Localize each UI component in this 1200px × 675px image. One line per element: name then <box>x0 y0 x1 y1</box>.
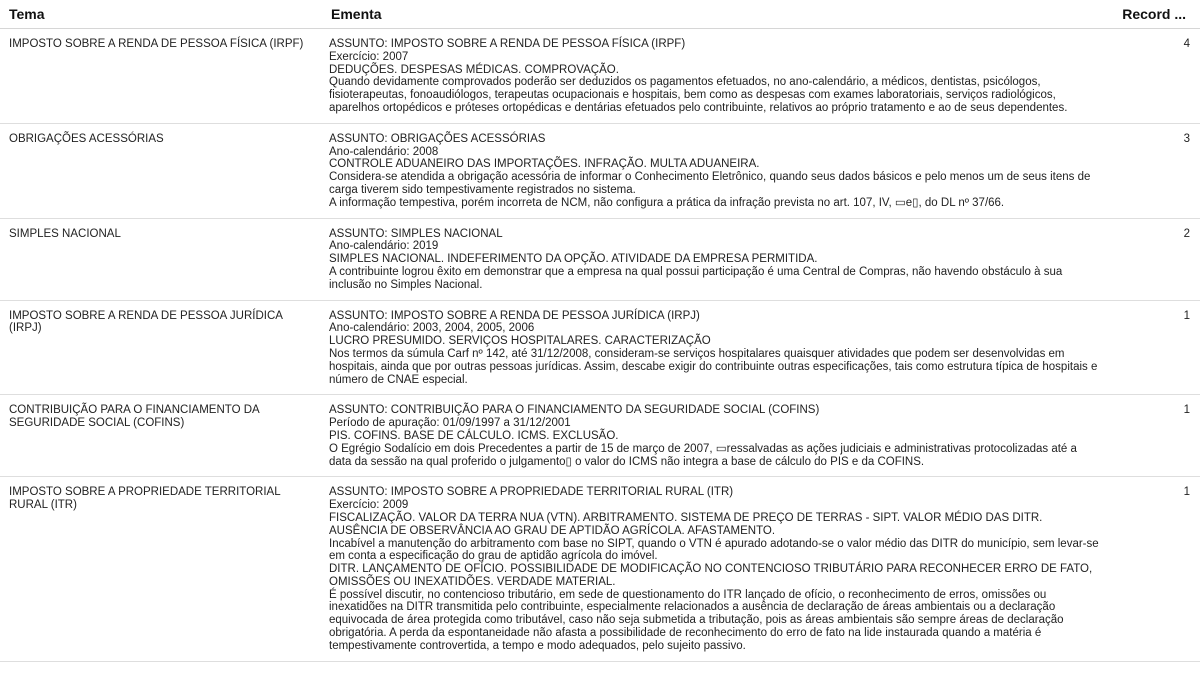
ementa-line: FISCALIZAÇÃO. VALOR DA TERRA NUA (VTN). ARBITRAMENTO. SISTEMA DE PREÇO DE TERRAS - SIPT. VALOR MÉDIO DAS DITR. AUSÊNCIA DE OBSERVÂNCIA AO GRAU DE APTIDÃO AGRÍCOLA. AFASTAMENTO. <box>329 511 1043 537</box>
ementa-cell <box>322 218 1108 300</box>
table-row[interactable] <box>0 300 1200 395</box>
ementa-line: SIMPLES NACIONAL. INDEFERIMENTO DA OPÇÃO. ATIVIDADE DA EMPRESA PERMITIDA. <box>329 253 818 266</box>
table-row[interactable] <box>0 123 1200 218</box>
ementa-line: Nos termos da súmula Carf nº 142, até 31/12/2008, consideram-se serviços hospitalares quaisquer atividades que podem ser desenvolvidas em hospitais, ainda que por outras pessoas jurídicas. Assim, descabe exigir do contribuinte outras especificações, tais como estrutura típica de hospitais e número de CNAE especial. <box>329 347 1098 386</box>
ementa-line: DITR. LANÇAMENTO DE OFÍCIO. POSSIBILIDADE DE MODIFICAÇÃO NO CONTENCIOSO TRIBUTÁRIO PARA RECONHECER ERRO DE FATO, OMISSÕES OU INEXATIDÕES. VERDADE MATERIAL. <box>329 563 1093 588</box>
ementa-line: ASSUNTO: IMPOSTO SOBRE A PROPRIEDADE TERRITORIAL RURAL (ITR) <box>329 486 734 499</box>
table-row[interactable] <box>0 395 1200 477</box>
ementa-line: ASSUNTO: SIMPLES NACIONAL <box>329 227 503 240</box>
ementa-line: Ano-calendário: 2003, 2004, 2005, 2006 <box>329 322 535 335</box>
tema-cell: SIMPLES NACIONAL <box>0 218 322 300</box>
ementa-line: CONTROLE ADUANEIRO DAS IMPORTAÇÕES. INFRAÇÃO. MULTA ADUANEIRA. <box>329 158 760 171</box>
ementa-line: Período de apuração: 01/09/1997 a 31/12/2001 <box>329 417 571 430</box>
ementa-cell <box>322 300 1108 395</box>
record-count-cell: 1 <box>1108 477 1200 661</box>
ementa-line: Ano-calendário: 2019 <box>329 240 439 253</box>
table-header-row <box>0 0 1200 29</box>
record-count-cell: 2 <box>1108 218 1200 300</box>
ementa-line: Exercício: 2009 <box>329 499 409 512</box>
tema-cell: OBRIGAÇÕES ACESSÓRIAS <box>0 123 322 218</box>
table-row[interactable] <box>0 477 1200 661</box>
table-row[interactable] <box>0 218 1200 300</box>
ementa-line: ASSUNTO: OBRIGAÇÕES ACESSÓRIAS <box>329 132 546 145</box>
ementa-cell <box>322 395 1108 477</box>
ementa-cell <box>322 29 1108 124</box>
ementa-line: Exercício: 2007 <box>329 50 409 63</box>
tema-cell: IMPOSTO SOBRE A RENDA DE PESSOA FÍSICA (IRPF) <box>0 29 322 124</box>
ementa-line: PIS. COFINS. BASE DE CÁLCULO. ICMS. EXCLUSÃO. <box>329 429 619 442</box>
tema-cell: IMPOSTO SOBRE A PROPRIEDADE TERRITORIAL RURAL (ITR) <box>0 477 322 661</box>
tema-cell: CONTRIBUIÇÃO PARA O FINANCIAMENTO DA SEGURIDADE SOCIAL (COFINS) <box>0 395 322 477</box>
ementa-cell <box>322 123 1108 218</box>
ementa-line: Incabível a manutenção do arbitramento com base no SIPT, quando o VTN é apurado adotando-se o valor médio das DITR do município, sem levar-se em conta a especificação do grau de aptidão agrícola do imóvel. <box>329 537 1099 563</box>
ementa-line: Ano-calendário: 2008 <box>329 145 439 158</box>
ementa-line: LUCRO PRESUMIDO. SERVIÇOS HOSPITALARES. CARACTERIZAÇÃO <box>329 335 711 348</box>
tema-cell: IMPOSTO SOBRE A RENDA DE PESSOA JURÍDICA (IRPJ) <box>0 300 322 395</box>
record-count-cell: 1 <box>1108 300 1200 395</box>
ementa-line: Quando devidamente comprovados poderão ser deduzidos os pagamentos efetuados, no ano-calendário, a médicos, dentistas, psicólogos, fisioterapeutas, fonoaudiólogos, terapeutas ocupacionais e hospitais, bem como as despesas com exames laboratoriais, serviços radiológicos, aparelhos ortopédicos e próteses ortopédicas e dentárias efetuados pelo contribuinte, relativos ao próprio tratamento e ao de seus dependentes. <box>329 76 1068 114</box>
column-header-tema[interactable]: Tema <box>0 0 322 29</box>
ementa-line: ASSUNTO: CONTRIBUIÇÃO PARA O FINANCIAMENTO DA SEGURIDADE SOCIAL (COFINS) <box>329 404 820 417</box>
ementa-line: O Egrégio Sodalício em dois Precedentes a partir de 15 de março de 2007, ▭ressalvadas as ações judiciais e administrativas protocolizadas até a data da sessão na qual proferido o julgamento▯ o valor do ICMS não integra a base de cálculo do PIS e da COFINS. <box>329 442 1077 468</box>
ementa-line: A contribuinte logrou êxito em demonstrar que a empresa na qual possui participação é uma Central de Compras, não havendo obstáculo à sua inclusão no Simples Nacional. <box>329 265 1063 291</box>
ementa-line: ASSUNTO: IMPOSTO SOBRE A RENDA DE PESSOA FÍSICA (IRPF) <box>329 38 686 50</box>
table-row[interactable] <box>0 29 1200 124</box>
ementa-line: ASSUNTO: IMPOSTO SOBRE A RENDA DE PESSOA JURÍDICA (IRPJ) <box>329 309 700 322</box>
ementa-line: Considera-se atendida a obrigação acessória de informar o Conhecimento Eletrônico, quando seus dados básicos e pelo menos um de seus itens de carga tiverem sido tempestivamente registrados no sistema. <box>329 171 1091 196</box>
record-count-cell: 3 <box>1108 123 1200 218</box>
ementa-cell <box>322 477 1108 661</box>
ementa-line: É possível discutir, no contencioso tributário, em sede de questionamento do ITR lançado de ofício, o reconhecimento de erros, omissões ou inexatidões na DITR transmitida pelo contribuinte, especialmente relacionados a ausência de declaração de áreas ambientais ou a declaração equivocada de área protegida como tributável, caso não seja submetida a tributação, pois as áreas ambientais são sempre áreas de declaração obrigatória. A perda da espontaneidade não afasta a possibilidade de reconhecimento do erro de fato na lide instaurada quando a matéria é tempestivamente controvertida, a tempo e modo adequados, pelo sujeito passivo. <box>329 588 1064 652</box>
column-header-ementa[interactable]: Ementa <box>322 0 1108 29</box>
record-count-cell: 1 <box>1108 395 1200 477</box>
ementa-line: A informação tempestiva, porém incorreta de NCM, não configura a prática da infração prevista no art. 107, IV, ▭e▯, do DL nº 37/66. <box>329 196 1005 209</box>
column-header-record-count[interactable]: Record ... <box>1108 0 1200 29</box>
ementa-line: DEDUÇÕES. DESPESAS MÉDICAS. COMPROVAÇÃO. <box>329 63 619 76</box>
record-count-cell: 4 <box>1108 29 1200 124</box>
